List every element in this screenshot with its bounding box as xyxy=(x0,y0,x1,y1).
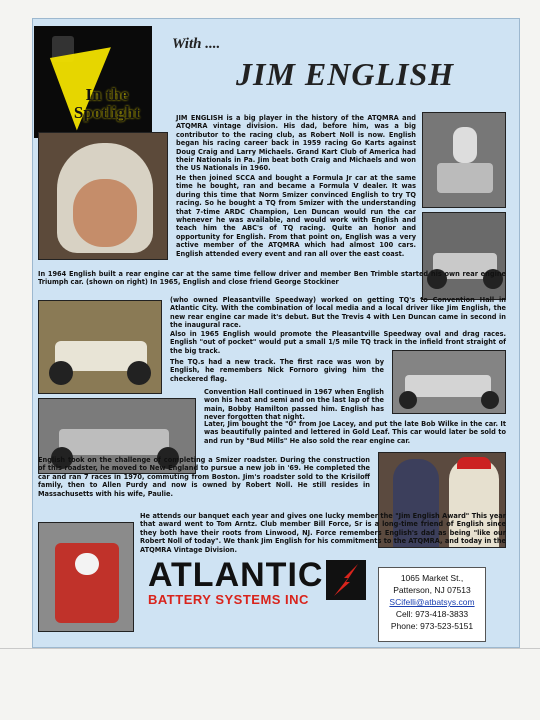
article-paragraph: He then joined SCCA and bought a Formula Jr car at the same time he bought, ran and became a Formula V dealer. It was during this time that Norm Smizer convinced English to try TQ racing. So he bought a TQ from Smizer with the understanding that 7-time ARDC Champion, Len Duncan would run the car whenever he was available, and would work with English and teach him the ABC's of TQ racing. Quite an honor and opportunity for English. From that point on, English was a very active member of the ATQMRA which had almost 100 cars. English attended every event and ran all over the east coast. xyxy=(176,174,416,258)
page-title: JIM ENGLISH xyxy=(236,56,455,92)
article-paragraph: Also in 1965 English would promote the Pleasantville Speedway oval and drag races. English "out of pocket" would put a small 1/5 mile TQ track in the infield front straight of the big track. xyxy=(170,330,506,355)
race-car-22-photo xyxy=(422,112,506,208)
wheel-right xyxy=(127,361,151,385)
article-paragraph: Later, Jim bought the "0" from Joe Lacey, and put the late Bob Wilke in the car. It was beautifully painted and lettered in Gold Leaf. This car would later be sold to and run by "Bud Mills" He also sold the rear engine car. xyxy=(204,420,506,445)
atlantic-subtitle: BATTERY SYSTEMS INC xyxy=(148,592,309,607)
rear-engine-car-color-photo xyxy=(38,300,162,394)
contact-box xyxy=(378,567,486,642)
article-paragraph: (who owned Pleasantville Speedway) worked on getting TQ's to Convention Hall in Atlantic City. With the combination of local media and a local driver like Jim English, the new rear engine car made it's debut. But the Trevis 4 with Len Duncan came in second in the inaugural race. xyxy=(170,296,506,330)
lightning-bolt-icon xyxy=(326,560,366,600)
red-car-photo xyxy=(38,522,134,632)
article-paragraph: In 1964 English built a rear engine car at the same time fellow driver and member Ben Trimble started his own rear engine Triumph car. (shown on right) In 1965, English and close friend George Stockiner xyxy=(38,270,506,287)
helmet-shape xyxy=(75,553,99,575)
article-paragraph: He attends our banquet each year and gives one lucky member the "Jim English Award" This year that award went to Tom Arntz. Club member Bill Force, Sr is a long-time friend of English since they both have their roots from Linwood, NJ. Force remembers English's dad as being "like our Robert Noll of today". We thank Jim English for his commitments to the ATQMRA, and today in the ATQMRA Vintage Division. xyxy=(140,512,506,554)
contact-cell: Cell: 973-418-3833 xyxy=(395,609,469,619)
wheel-right xyxy=(481,391,499,409)
car-zero-photo xyxy=(392,350,506,414)
wheel-left xyxy=(399,391,417,409)
with-label: With .... xyxy=(172,36,221,52)
article-paragraph: The TQ.s had a new track. The first race was won by English, he remembers Nick Fornoro giving him the checkered flag. xyxy=(170,358,384,383)
article-paragraph: JIM ENGLISH is a big player in the history of the ATQMRA and ATQMRA vintage division. His dad, before him, was a big contributor to the racing club, as Robert Noll is now. English began his racing career back in 1959 racing Go Karts against Doug Craig and Larry Michaels. Grand Kart Club of America had their Nationals in Pa. Jim beat both Craig and Michaels and won the US Nationals in 1960. xyxy=(176,114,416,173)
car-body xyxy=(59,429,169,455)
contact-address: 1065 Market St., xyxy=(400,573,464,583)
car-body xyxy=(437,163,493,193)
contact-city: Patterson, NJ 07513 xyxy=(393,585,471,595)
atlantic-battery-logo xyxy=(148,556,366,616)
car-body xyxy=(405,375,491,397)
article-paragraph: Convention Hall continued in 1967 when English won his heat and semi and on the last lap of the main, Bobby Hamilton passed him. English has never forgotten that night. xyxy=(204,388,384,422)
driver-figure xyxy=(453,127,477,163)
wheel-left xyxy=(49,361,73,385)
atlantic-wordmark: ATLANTIC xyxy=(148,556,324,594)
helmet-portrait-photo xyxy=(38,132,168,260)
article-paragraph: English took on the challenge of completing a Smizer roadster. During the construction of this roadster, he moved to New England to pursue a new job in '69. He completed the car and ran 7 races in 1970, commuting from Boston. Jim's roadster sold to the Krisiloff family, then to Allen Purdy and now is owned by Robert Noll. He still resides in Massachusetts with his wife, Paulie. xyxy=(38,456,370,498)
red-cap xyxy=(457,457,491,469)
spotlight-logo xyxy=(34,26,152,138)
page-divider xyxy=(0,648,540,649)
contact-phone: Phone: 973-523-5151 xyxy=(390,621,474,631)
spotlight-text: In the Spotlight xyxy=(73,85,141,122)
face-shape xyxy=(73,179,137,247)
contact-email-link[interactable]: SCifelli@atbatsys.com xyxy=(389,597,475,607)
